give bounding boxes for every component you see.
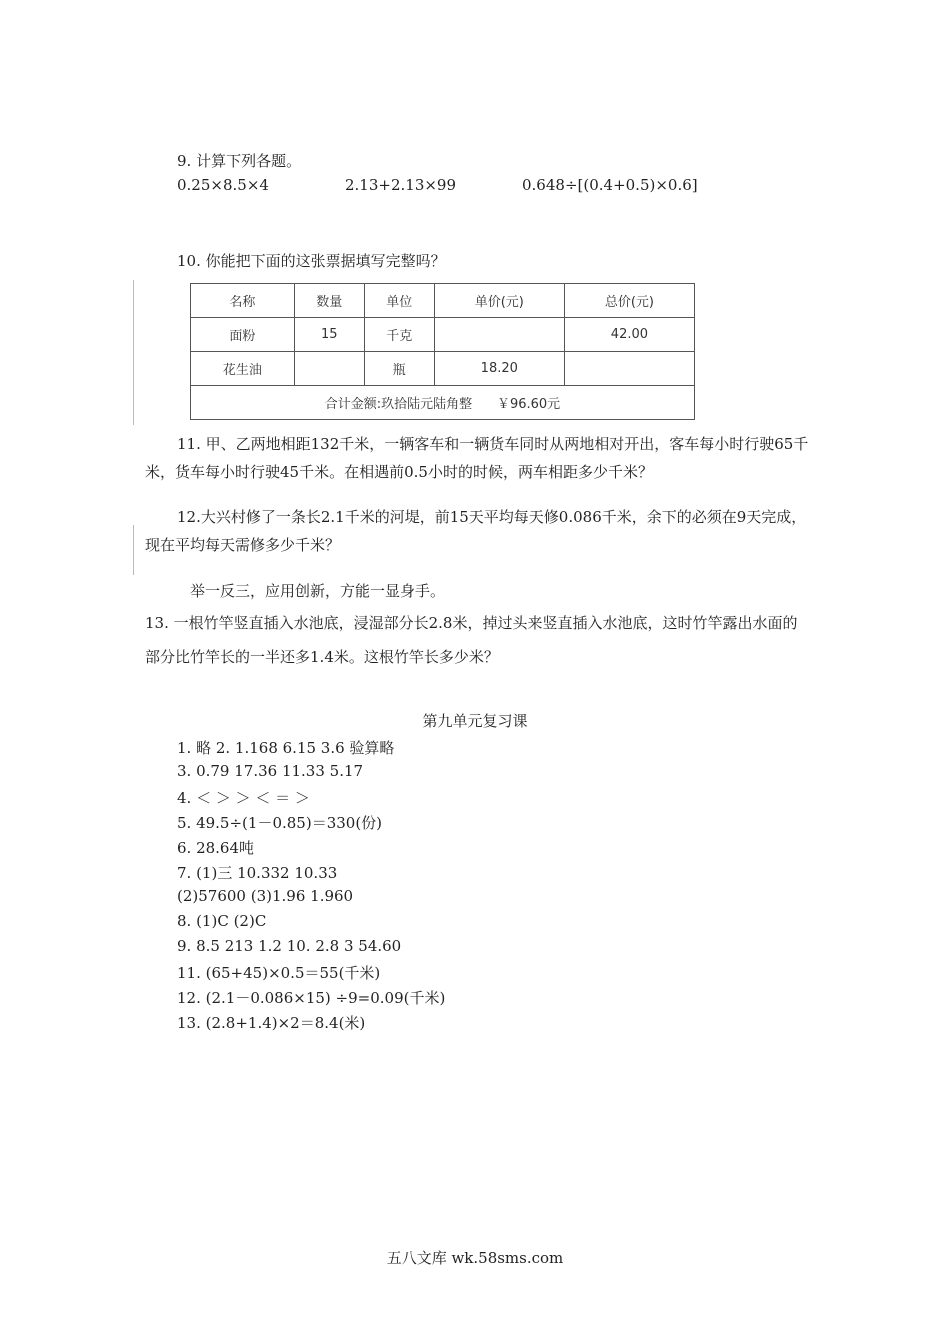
q11-text: 11. 甲、乙两地相距132千米，一辆客车和一辆货车同时从两地相对开出，客车每小时行驶65千米，货车每小时行驶45千米。在相遇前0.5小时的时候，两车相距多少千米？ (145, 435, 809, 481)
q13-text: 13. 一根竹竿竖直插入水池底，浸湿部分长2.8米，掉过头来竖直插入水池底，这时竹竿露出水面的部分比竹竿长的一半还多1.4米。这根竹竿长多少米？ (145, 614, 798, 666)
q9-expr-1: 0.25×8.5×4 (177, 176, 269, 194)
motto: 举一反三，应用创新，方能一显身手。 (190, 582, 446, 600)
cell-unit-price (434, 318, 564, 352)
answer-line: 12. (2.1－0.086×15) ÷9=0.09(千米) (177, 989, 446, 1007)
cell-unit: 千克 (364, 318, 434, 352)
cell-quantity: 15 (294, 318, 364, 352)
answers-title: 第九单元复习课 (422, 712, 528, 730)
answer-line: 6. 28.64吨 (177, 839, 255, 857)
q9-expr-3: 0.648÷[(0.4+0.5)×0.6] (522, 176, 698, 194)
table-row (191, 318, 695, 352)
header-quantity: 数量 (294, 284, 364, 318)
receipt-table (190, 283, 695, 420)
receipt-total: 合计金额:玖拾陆元陆角整 ￥96.60元 (191, 386, 695, 420)
answer-line: 11. (65+45)×0.5＝55(千米) (177, 964, 381, 982)
answer-line: 13. (2.8+1.4)×2＝8.4(米) (177, 1014, 366, 1032)
header-name: 名称 (191, 284, 295, 318)
cell-total-price: 42.00 (564, 318, 694, 352)
answer-line: 5. 49.5÷(1－0.85)＝330(份) (177, 814, 383, 832)
margin-line (133, 525, 134, 575)
answer-line: 4. ＜ ＞ ＞ ＜ ＝ ＞ (177, 789, 310, 807)
footer-watermark: 五八文库 wk.58sms.com (386, 1249, 564, 1267)
cell-unit: 瓶 (364, 352, 434, 386)
header-unit-price: 单价(元) (434, 284, 564, 318)
table-row (191, 352, 695, 386)
q9-title: 9. 计算下列各题。 (177, 152, 302, 170)
cell-name: 花生油 (191, 352, 295, 386)
header-total-price: 总价(元) (564, 284, 694, 318)
answer-line: 9. 8.5 213 1.2 10. 2.8 3 54.60 (177, 937, 402, 955)
q12-text: 12.大兴村修了一条长2.1千米的河堤，前15天平均每天修0.086千米，余下的必须在9天完成，现在平均每天需修多少千米？ (145, 508, 807, 554)
q9-expr-2: 2.13+2.13×99 (345, 176, 457, 194)
header-unit: 单位 (364, 284, 434, 318)
answer-line: 8. (1)C (2)C (177, 912, 267, 930)
answer-line: (2)57600 (3)1.96 1.960 (177, 887, 354, 905)
answer-line: 1. 略 2. 1.168 6.15 3.6 验算略 (177, 739, 395, 757)
cell-name: 面粉 (191, 318, 295, 352)
cell-unit-price: 18.20 (434, 352, 564, 386)
answer-line: 7. (1)三 10.332 10.33 (177, 864, 338, 882)
receipt-header-row (191, 284, 695, 318)
cell-total-price (564, 352, 694, 386)
cell-quantity (294, 352, 364, 386)
q10-title: 10. 你能把下面的这张票据填写完整吗？ (177, 252, 446, 270)
receipt-total-row (191, 386, 695, 420)
margin-line (133, 280, 134, 425)
answer-line: 3. 0.79 17.36 11.33 5.17 (177, 762, 364, 780)
